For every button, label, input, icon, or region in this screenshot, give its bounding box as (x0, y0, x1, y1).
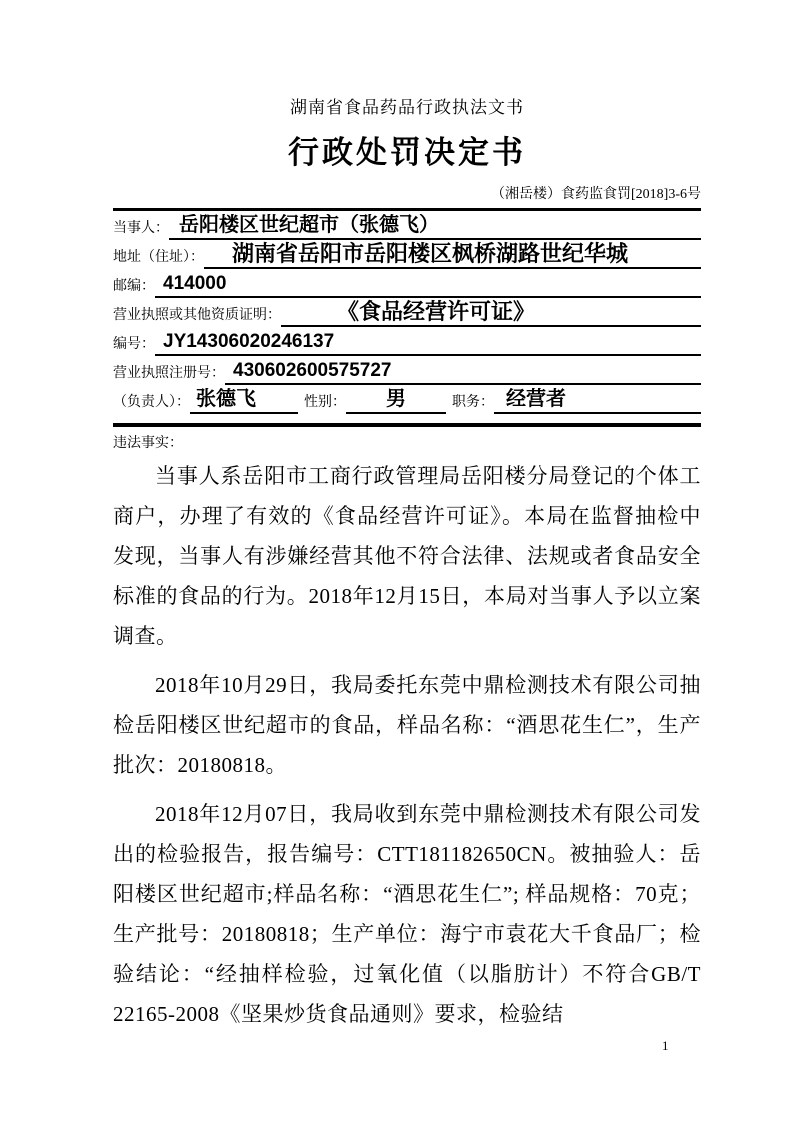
field-value: 《食品经营许可证》 (281, 299, 701, 327)
field-label: 性别： (304, 395, 346, 410)
facts-paragraph: 当事人系岳阳市工商行政管理局岳阳楼分局登记的个体工商户，办理了有效的《食品经营许可证》。本局在监督抽检中发现，当事人有涉嫌经营其他不符合法律、法规或者食品安全标准的食品的行为。2018年12月15日，本局对当事人予以立案调查。 (113, 464, 701, 648)
document-title: 行政处罚决定书 (288, 135, 526, 170)
field-value: 414000 (155, 273, 701, 298)
field-value-duty: 经营者 (494, 388, 701, 414)
facts-paragraph: 2018年10月29日，我局委托东莞中鼎检测技术有限公司抽检岳阳楼区世纪超市的食品，样品名称：“酒思花生仁”，生产批次：20180818。 (113, 673, 701, 777)
section-divider (113, 423, 701, 427)
field-value-gender: 男 (346, 388, 446, 414)
field-value: 湖南省岳阳市岳阳楼区枫桥湖路世纪华城 (204, 241, 701, 269)
field-row-license-cert (113, 298, 701, 327)
field-row-cert-number (113, 327, 701, 356)
field-label: 邮编： (113, 279, 155, 294)
field-row-address (113, 240, 701, 269)
field-value-name: 张德飞 (190, 388, 298, 414)
field-label: 地址（住址）： (113, 250, 204, 265)
field-row-zipcode (113, 269, 701, 298)
field-value: 430602600575727 (225, 360, 701, 385)
document-number: （湘岳楼）食药监食罚[2018]3-6号 (491, 187, 701, 202)
field-row-responsible-person (113, 385, 701, 414)
field-label: （负责人）： (113, 395, 190, 410)
facts-paragraph: 2018年12月07日，我局收到东莞中鼎检测技术有限公司发出的检验报告，报告编号：CTT181182650CN。被抽验人：岳阳楼区世纪超市;样品名称：“酒思花生仁”; 样品规格：70克；生产批号：20180818；生产单位：海宁市袁花大千食品厂；检验结论：“经抽样检验，过氧化值（以脂肪计）不符合GB/T 22165-2008《坚果炒货食品通则》要求，检验结 (113, 802, 701, 1026)
field-row-registration-number (113, 356, 701, 385)
facts-section-heading: 违法事实： (113, 436, 183, 451)
page-number: 1 (662, 1038, 669, 1053)
field-value: 岳阳楼区世纪超市（张德飞） (169, 214, 701, 240)
field-label: 当事人： (113, 221, 169, 236)
field-value: JY14306020246137 (155, 331, 701, 356)
field-label: 营业执照注册号： (113, 366, 225, 381)
field-label: 营业执照或其他资质证明： (113, 308, 281, 323)
field-label: 编号： (113, 337, 155, 352)
letterhead: 湖南省食品药品行政执法文书 (290, 98, 524, 117)
document-content (113, 0, 701, 1043)
facts-body (113, 456, 701, 1034)
field-row-party (113, 211, 701, 240)
field-label: 职务： (452, 395, 494, 410)
